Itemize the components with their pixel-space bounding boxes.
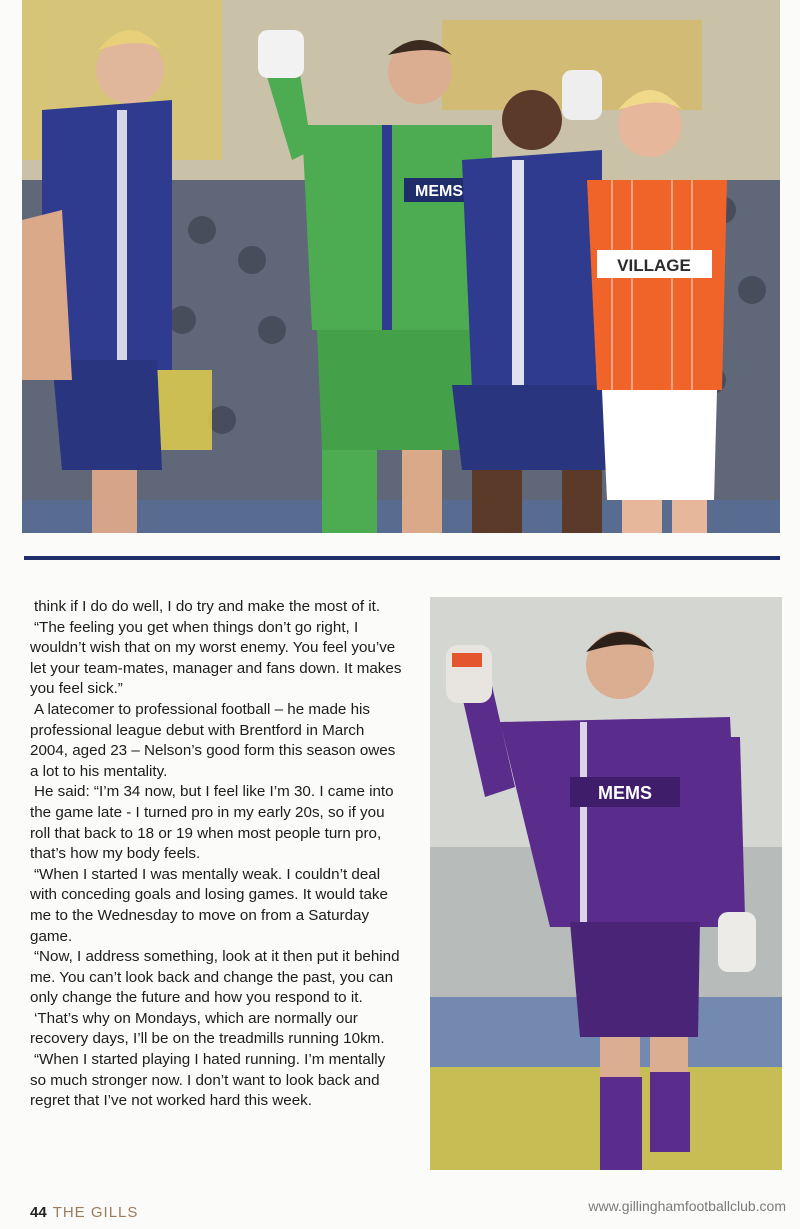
magazine-name: THE GILLS bbox=[52, 1204, 139, 1221]
article-paragraph: ‘That’s why on Mondays, which are normally our recovery days, I’ll be on the treadmills running 10km. bbox=[30, 1009, 385, 1048]
section-divider bbox=[24, 556, 780, 560]
article-paragraph: “When I started I was mentally weak. I couldn’t deal with conceding goals and losing games. It would take me to the Wednesday to move on from a Saturday game. bbox=[30, 865, 388, 945]
top-photo bbox=[22, 0, 780, 533]
article-paragraph: A latecomer to professional football – he made his professional league debut with Brentford in March 2004, aged 23 – Nelson’s good form this season owes a lot to his mentality. bbox=[30, 700, 396, 780]
website-url[interactable]: www.gillinghamfootballclub.com bbox=[588, 1198, 786, 1214]
keeper-sponsor: MEMS bbox=[415, 183, 463, 200]
article-paragraph: “The feeling you get when things don’t go right, I wouldn’t wish that on my worst enemy. You feel you’ve let your team-mates, manager and fans down. It makes you feel sick.” bbox=[30, 618, 402, 698]
article-paragraph: “When I started playing I hated running. I’m mentally so much stronger now. I don’t want to look back and regret that I’ve not worked hard this week. bbox=[30, 1051, 386, 1110]
page-footer-left bbox=[30, 1204, 138, 1221]
side-photo bbox=[430, 597, 782, 1170]
keeper-purple-sponsor: MEMS bbox=[598, 783, 652, 803]
article-body bbox=[30, 597, 402, 1112]
article-paragraph: “Now, I address something, look at it then put it behind me. You can’t look back and change the past, you can only change the future and how you respond to it. bbox=[30, 948, 400, 1007]
article-paragraph: He said: “I’m 34 now, but I feel like I’m 30. I came into the game late - I turned pro in my early 20s, so if you roll that back to 18 or 19 when most people turn pro, that’s how my body feels. bbox=[30, 783, 394, 863]
page-number: 44 bbox=[30, 1204, 47, 1221]
article-paragraph: think if I do do well, I do try and make the most of it. bbox=[34, 598, 381, 615]
village-shirt-text: VILLAGE bbox=[617, 256, 691, 275]
